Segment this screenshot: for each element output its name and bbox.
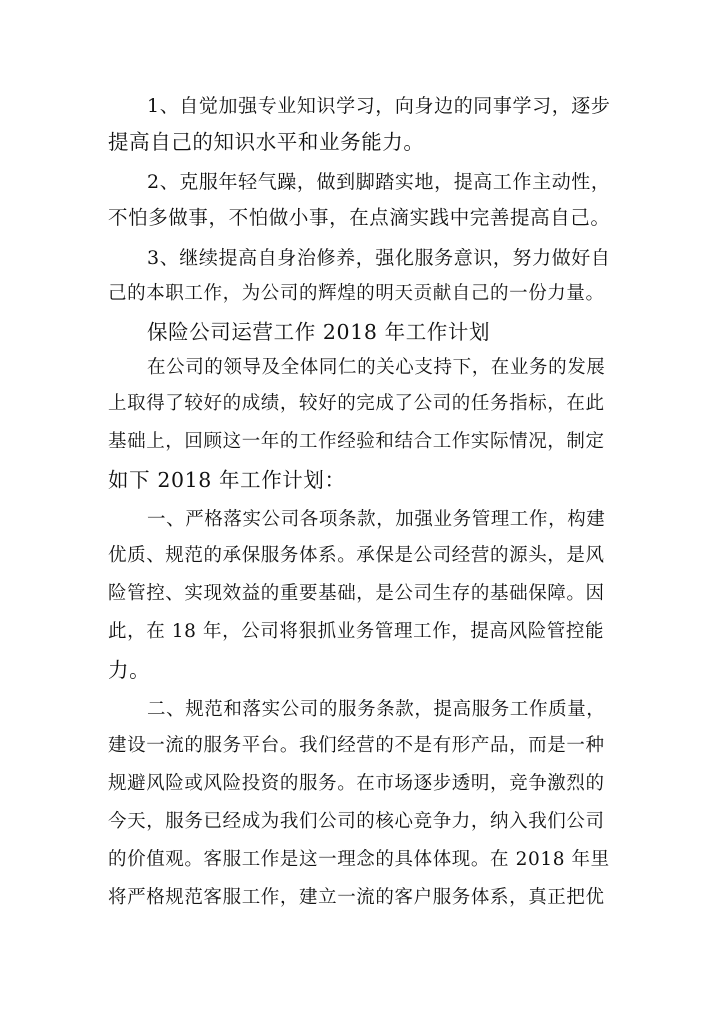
text-line: 上取得了较好的成绩，较好的完成了公司的任务指标，在此 (108, 393, 605, 414)
text-line: 二、规范和落实公司的服务条款，提高服务工作质量， (147, 699, 606, 720)
text-line: 此，在 18 年，公司将狠抓业务管理工作，提高风险管控能 (108, 621, 605, 642)
text-line: 规避风险或风险投资的服务。在市场逐步透明，竞争激烈的 (108, 773, 605, 794)
text-line: 1、自觉加强专业知识学习，向身边的同事学习，逐步 (147, 95, 611, 117)
text-line: 己的本职工作，为公司的辉煌的明天贡献自己的一份力量。 (108, 283, 605, 304)
text-line: 建设一流的服务平台。我们经营的不是有形产品，而是一种 (108, 735, 605, 756)
text-line: 提高自己的知识水平和业务能力。 (108, 130, 425, 154)
text-line: 的价值观。客服工作是这一理念的具体体现。在 2018 年里 (108, 849, 610, 870)
text-line: 优质、规范的承保服务体系。承保是公司经营的源头，是风 (108, 545, 605, 566)
text-line: 2、克服年轻气躁，做到脚踏实地，提高工作主动性， (147, 171, 611, 193)
text-line: 险管控、实现效益的重要基础，是公司生存的基础保障。因 (108, 583, 605, 604)
text-line: 将严格规范客服工作，建立一流的客户服务体系，真正把优 (108, 887, 605, 908)
text-line: 3、继续提高自身治修养，强化服务意识，努力做好自 (147, 247, 611, 269)
text-line: 不怕多做事，不怕做小事，在点滴实践中完善提高自己。 (108, 206, 611, 229)
text-line: 力。 (108, 658, 151, 682)
section-title: 保险公司运营工作 2018 年工作计划 (147, 320, 491, 344)
text-line: 如下 2018 年工作计划： (108, 468, 346, 492)
text-line: 一、严格落实公司各项条款，加强业务管理工作，构建 (147, 509, 606, 530)
text-line: 基础上，回顾这一年的工作经验和结合工作实际情况，制定 (108, 431, 605, 452)
text-line: 在公司的领导及全体同仁的关心支持下，在业务的发展 (147, 357, 606, 378)
text-line: 今天，服务已经成为我们公司的核心竞争力，纳入我们公司 (108, 811, 605, 832)
